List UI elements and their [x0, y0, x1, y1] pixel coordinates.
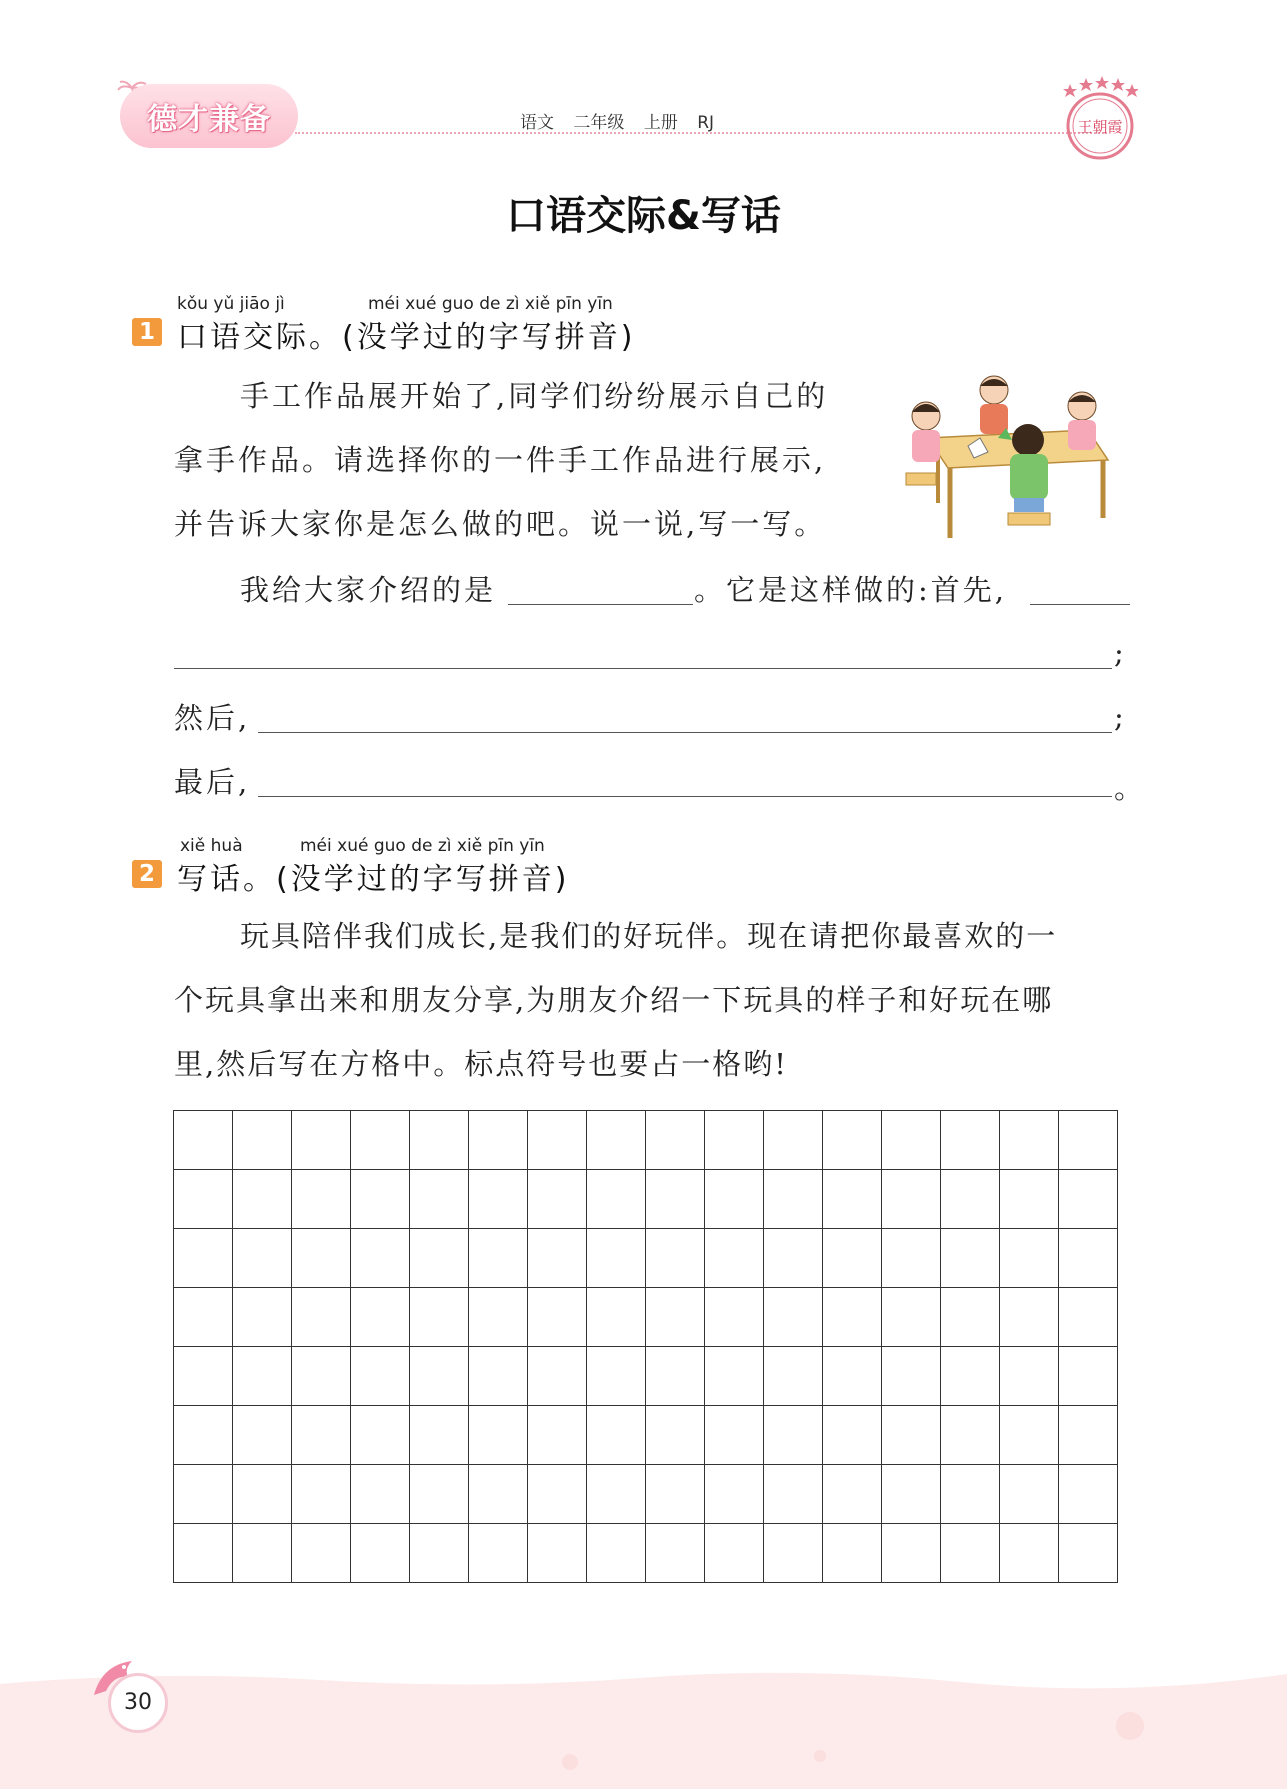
- grid-cell[interactable]: [233, 1524, 292, 1583]
- grid-cell[interactable]: [587, 1465, 646, 1524]
- grid-cell[interactable]: [528, 1288, 587, 1347]
- author-seal: [1058, 74, 1138, 164]
- grid-cell[interactable]: [764, 1229, 823, 1288]
- grid-cell[interactable]: [351, 1288, 410, 1347]
- grid-cell[interactable]: [469, 1347, 528, 1406]
- grid-cell[interactable]: [174, 1465, 233, 1524]
- brand-logo: [120, 84, 298, 148]
- paragraph-line: 玩具陪伴我们成长,是我们的好玩伴。现在请把你最喜欢的一: [240, 919, 1058, 953]
- section1-heading: 口语交际。(没学过的字写拼音): [177, 320, 636, 355]
- grid-cell[interactable]: [1000, 1524, 1059, 1583]
- grid-cell[interactable]: [882, 1170, 941, 1229]
- grid-cell[interactable]: [174, 1111, 233, 1170]
- grid-cell[interactable]: [174, 1347, 233, 1406]
- grid-cell[interactable]: [823, 1347, 882, 1406]
- grid-cell[interactable]: [469, 1111, 528, 1170]
- grid-cell[interactable]: [1000, 1406, 1059, 1465]
- subject-label: 语文: [520, 113, 554, 133]
- then-label: 然后,: [174, 701, 251, 735]
- grid-cell[interactable]: [351, 1406, 410, 1465]
- section2-heading: 写话。(没学过的字写拼音): [177, 862, 570, 897]
- pinyin-heading-2b: méi xué guo de zì xiě pīn yīn: [300, 836, 545, 856]
- grid-cell[interactable]: [941, 1406, 1000, 1465]
- grid-cell[interactable]: [528, 1524, 587, 1583]
- grid-cell[interactable]: [587, 1288, 646, 1347]
- grid-cell[interactable]: [882, 1288, 941, 1347]
- grid-cell[interactable]: [705, 1170, 764, 1229]
- grid-cell[interactable]: [587, 1111, 646, 1170]
- grid-cell[interactable]: [351, 1170, 410, 1229]
- then-step-blank[interactable]: [258, 732, 1112, 733]
- grid-cell[interactable]: [587, 1347, 646, 1406]
- grid-cell[interactable]: [882, 1406, 941, 1465]
- grid-cell[interactable]: [528, 1347, 587, 1406]
- grid-cell[interactable]: [646, 1111, 705, 1170]
- grid-cell[interactable]: [823, 1170, 882, 1229]
- grid-cell[interactable]: [528, 1406, 587, 1465]
- page-number: 30: [108, 1673, 168, 1733]
- grid-cell[interactable]: [292, 1111, 351, 1170]
- grid-cell[interactable]: [882, 1347, 941, 1406]
- grid-cell[interactable]: [469, 1406, 528, 1465]
- brand-text: 德才兼备: [147, 102, 271, 137]
- first-step-blank[interactable]: [174, 668, 1112, 669]
- grid-cell[interactable]: [1059, 1170, 1118, 1229]
- grid-cell[interactable]: [587, 1229, 646, 1288]
- grid-cell[interactable]: [941, 1229, 1000, 1288]
- grid-cell[interactable]: [410, 1347, 469, 1406]
- grid-cell[interactable]: [882, 1524, 941, 1583]
- grid-cell[interactable]: [233, 1288, 292, 1347]
- pinyin-heading-1a: kǒu yǔ jiāo jì: [177, 294, 285, 314]
- finally-label: 最后,: [174, 765, 251, 799]
- grid-cell[interactable]: [233, 1406, 292, 1465]
- grid-cell[interactable]: [941, 1524, 1000, 1583]
- grid-cell[interactable]: [941, 1170, 1000, 1229]
- intro-prompt: 我给大家介绍的是: [240, 573, 497, 607]
- grid-cell[interactable]: [646, 1288, 705, 1347]
- grid-cell[interactable]: [823, 1111, 882, 1170]
- grid-cell[interactable]: [174, 1524, 233, 1583]
- grid-cell[interactable]: [705, 1406, 764, 1465]
- grid-cell[interactable]: [292, 1347, 351, 1406]
- grid-cell[interactable]: [1059, 1406, 1118, 1465]
- grid-cell[interactable]: [764, 1465, 823, 1524]
- grid-cell[interactable]: [233, 1170, 292, 1229]
- grid-cell[interactable]: [410, 1288, 469, 1347]
- grid-cell[interactable]: [941, 1465, 1000, 1524]
- header-info: [520, 108, 714, 133]
- grid-cell[interactable]: [705, 1347, 764, 1406]
- svg-text:王朝霞: 王朝霞: [1077, 118, 1123, 136]
- semicolon-mark: ;: [1114, 636, 1127, 670]
- footer-wave-decoration: [0, 1670, 1287, 1789]
- grid-cell[interactable]: [823, 1465, 882, 1524]
- grid-cell[interactable]: [587, 1170, 646, 1229]
- grid-cell[interactable]: [1000, 1111, 1059, 1170]
- grid-cell[interactable]: [882, 1229, 941, 1288]
- grid-cell[interactable]: [1059, 1465, 1118, 1524]
- grid-cell[interactable]: [764, 1111, 823, 1170]
- grid-cell[interactable]: [528, 1111, 587, 1170]
- paragraph-line: 个玩具拿出来和朋友分享,为朋友介绍一下玩具的样子和好玩在哪: [174, 983, 1054, 1017]
- grid-cell[interactable]: [705, 1111, 764, 1170]
- pinyin-heading-2a: xiě huà: [180, 836, 243, 856]
- edition-label: RJ: [697, 113, 715, 133]
- grid-cell[interactable]: [410, 1524, 469, 1583]
- volume-label: 上册: [643, 113, 678, 133]
- grid-cell[interactable]: [528, 1170, 587, 1229]
- period-mark: 。: [1114, 771, 1147, 805]
- grid-cell[interactable]: [410, 1465, 469, 1524]
- question-number-2: 2: [132, 860, 162, 888]
- grid-cell[interactable]: [233, 1465, 292, 1524]
- grid-cell[interactable]: [292, 1170, 351, 1229]
- grid-cell[interactable]: [764, 1288, 823, 1347]
- grid-cell[interactable]: [351, 1465, 410, 1524]
- grid-cell[interactable]: [882, 1465, 941, 1524]
- paragraph-line: 里,然后写在方格中。标点符号也要占一格哟!: [174, 1047, 788, 1081]
- grid-cell[interactable]: [469, 1170, 528, 1229]
- grid-cell[interactable]: [410, 1111, 469, 1170]
- grid-cell[interactable]: [410, 1406, 469, 1465]
- grid-cell[interactable]: [1059, 1111, 1118, 1170]
- pinyin-heading-1b: méi xué guo de zì xiě pīn yīn: [368, 294, 613, 314]
- grid-cell[interactable]: [1059, 1229, 1118, 1288]
- grid-cell[interactable]: [646, 1229, 705, 1288]
- grid-cell[interactable]: [705, 1229, 764, 1288]
- grid-cell[interactable]: [705, 1465, 764, 1524]
- semicolon-mark: ;: [1114, 700, 1127, 734]
- grid-cell[interactable]: [469, 1229, 528, 1288]
- grid-cell[interactable]: [705, 1524, 764, 1583]
- grid-cell[interactable]: [587, 1524, 646, 1583]
- grid-cell[interactable]: [941, 1288, 1000, 1347]
- grid-cell[interactable]: [646, 1406, 705, 1465]
- grid-cell[interactable]: [292, 1524, 351, 1583]
- grid-cell[interactable]: [587, 1406, 646, 1465]
- grid-cell[interactable]: [1000, 1288, 1059, 1347]
- section2-paragraph: [174, 904, 1134, 1096]
- grid-cell[interactable]: [174, 1229, 233, 1288]
- grid-cell[interactable]: [174, 1170, 233, 1229]
- grid-cell[interactable]: [292, 1229, 351, 1288]
- grid-cell[interactable]: [941, 1347, 1000, 1406]
- craft-name-blank[interactable]: [508, 604, 693, 605]
- grid-cell[interactable]: [764, 1347, 823, 1406]
- grid-cell[interactable]: [823, 1229, 882, 1288]
- grid-cell[interactable]: [1059, 1288, 1118, 1347]
- grid-cell[interactable]: [1000, 1170, 1059, 1229]
- paragraph-line: 手工作品展开始了,同学们纷纷展示自己的: [240, 379, 829, 413]
- grid-cell[interactable]: [823, 1406, 882, 1465]
- grid-cell[interactable]: [1059, 1347, 1118, 1406]
- page-title: 口语交际&写话: [506, 193, 781, 239]
- paragraph-line: 拿手作品。请选择你的一件手工作品进行展示,: [174, 443, 827, 477]
- grid-cell[interactable]: [528, 1229, 587, 1288]
- grid-cell[interactable]: [823, 1288, 882, 1347]
- grid-cell[interactable]: [410, 1229, 469, 1288]
- paragraph-line: 并告诉大家你是怎么做的吧。说一说,写一写。: [174, 507, 827, 541]
- grid-cell[interactable]: [764, 1170, 823, 1229]
- grid-cell[interactable]: [1000, 1347, 1059, 1406]
- grid-cell[interactable]: [823, 1524, 882, 1583]
- grid-cell[interactable]: [1000, 1229, 1059, 1288]
- grid-cell[interactable]: [292, 1288, 351, 1347]
- grid-cell[interactable]: [469, 1465, 528, 1524]
- grid-cell[interactable]: [469, 1288, 528, 1347]
- section1-paragraph: [174, 364, 894, 556]
- grid-cell[interactable]: [233, 1111, 292, 1170]
- grid-cell[interactable]: [351, 1524, 410, 1583]
- grid-cell[interactable]: [941, 1111, 1000, 1170]
- grid-cell[interactable]: [528, 1465, 587, 1524]
- grid-cell[interactable]: [1059, 1524, 1118, 1583]
- first-step-blank-start[interactable]: [1030, 604, 1130, 605]
- grid-cell[interactable]: [882, 1111, 941, 1170]
- grid-cell[interactable]: [351, 1229, 410, 1288]
- grid-cell[interactable]: [646, 1170, 705, 1229]
- grid-cell[interactable]: [646, 1524, 705, 1583]
- grid-cell[interactable]: [1000, 1465, 1059, 1524]
- grid-cell[interactable]: [351, 1111, 410, 1170]
- method-prompt: 。它是这样做的:首先,: [694, 573, 1007, 607]
- grid-cell[interactable]: [646, 1347, 705, 1406]
- grid-cell[interactable]: [233, 1229, 292, 1288]
- grade-label: 二年级: [573, 113, 625, 133]
- grid-cell[interactable]: [646, 1465, 705, 1524]
- question-number-1: 1: [132, 318, 162, 346]
- grid-cell[interactable]: [764, 1524, 823, 1583]
- grid-cell[interactable]: [174, 1406, 233, 1465]
- grid-cell[interactable]: [292, 1465, 351, 1524]
- grid-cell[interactable]: [705, 1288, 764, 1347]
- grid-cell[interactable]: [233, 1347, 292, 1406]
- grid-cell[interactable]: [351, 1347, 410, 1406]
- grid-cell[interactable]: [174, 1288, 233, 1347]
- children-crafting-illustration: [898, 368, 1118, 546]
- grid-cell[interactable]: [292, 1406, 351, 1465]
- grid-cell[interactable]: [764, 1406, 823, 1465]
- grid-cell[interactable]: [469, 1524, 528, 1583]
- finally-step-blank[interactable]: [258, 796, 1112, 797]
- grid-cell[interactable]: [410, 1170, 469, 1229]
- writing-grid[interactable]: [173, 1110, 1118, 1583]
